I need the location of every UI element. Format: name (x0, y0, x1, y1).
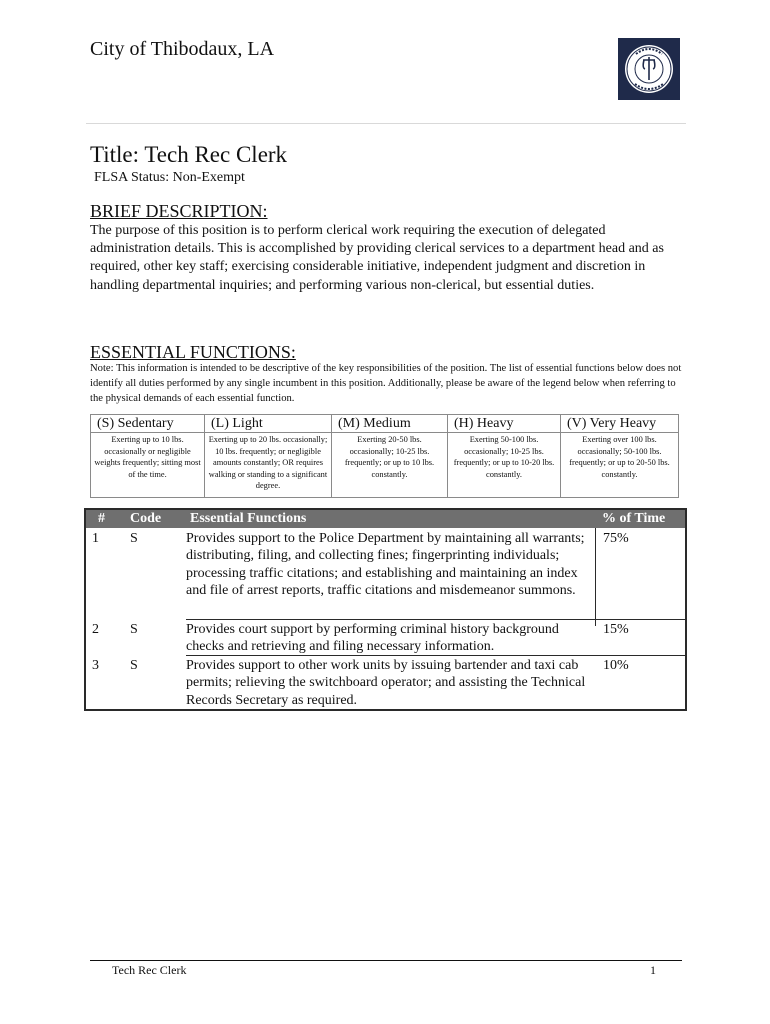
function-text: Provides court support by performing criminal history background checks and retrieving and filing necessary information. (186, 622, 559, 655)
city-seal-icon (618, 38, 680, 100)
brief-description-text: The purpose of this position is to perform clerical work requiring the execution of delegated administration details. This is accomplished by providing clerical services to a department head and as required, other key staff; exercising considerable initiative, independent judgment and discretion in handling departmental inquiries; and performing various non-clerical, but essential duties. (90, 223, 664, 293)
legend-labels-row (91, 415, 679, 433)
header-percent-time: % of Time (602, 511, 666, 526)
functions-header-row (86, 510, 685, 528)
header-number: # (98, 511, 105, 526)
function-number: 3 (92, 658, 99, 673)
essential-functions-note: Note: This information is intended to be descriptive of the key responsibilities of the position. The list of essential functions below does not identify all duties performed by any single incumbent in this position. Additionally, please be aware of the legend below when referring to the physical demands of each essential function. (90, 363, 682, 404)
function-code: S (130, 658, 138, 673)
header-code: Code (130, 511, 162, 526)
legend-label-heavy: (H) Heavy (448, 415, 561, 433)
essential-functions-table (84, 508, 687, 711)
essential-functions-heading: ESSENTIAL FUNCTIONS: (90, 342, 296, 362)
footer-document-name: Tech Rec Clerk (112, 963, 187, 977)
job-title: Title: Tech Rec Clerk (90, 142, 288, 167)
legend-desc-very-heavy: Exerting over 100 lbs. occasionally; 50-100 lbs. frequently; or up to 20-50 lbs. constantly. (561, 433, 679, 498)
function-percent: 75% (603, 531, 629, 546)
function-code: S (130, 531, 138, 546)
legend-label-sedentary: (S) Sedentary (91, 415, 205, 433)
legend-descriptions-row (91, 433, 679, 498)
legend-label-light: (L) Light (205, 415, 332, 433)
column-divider (595, 528, 596, 626)
page-number: 1 (650, 963, 656, 977)
legend-desc-medium: Exerting 20-50 lbs. occasionally; 10-25 lbs. frequently; or up to 10 lbs. constantly. (332, 433, 448, 498)
legend-desc-light: Exerting up to 20 lbs. occasionally; 10 lbs. frequently; or negligible amounts constantly; OR requires walking or standing to a significant degree. (205, 433, 332, 498)
row-divider (186, 619, 685, 620)
legend-desc-sedentary: Exerting up to 10 lbs. occasionally or negligible weights frequently; sitting most of the time. (91, 433, 205, 498)
legend-label-very-heavy: (V) Very Heavy (561, 415, 679, 433)
function-percent: 15% (603, 622, 629, 637)
footer-divider (90, 960, 682, 961)
city-name: City of Thibodaux, LA (90, 38, 275, 60)
brief-description-heading: BRIEF DESCRIPTION: (90, 201, 268, 221)
legend-desc-heavy: Exerting 50-100 lbs. occasionally; 10-25 lbs. frequently; or up to 10-20 lbs. constantly. (448, 433, 561, 498)
function-number: 2 (92, 622, 99, 637)
function-code: S (130, 622, 138, 637)
header-divider (86, 123, 686, 124)
function-text: Provides support to the Police Department by maintaining all warrants; distributing, filing, and collecting fines; fingerprinting individuals; processing traffic citations; and establishing and maintaining an index and file of arrest reports, traffic citations and misdemeanor summons. (186, 531, 585, 599)
physical-demands-legend (90, 414, 679, 498)
function-number: 1 (92, 531, 99, 546)
row-divider (186, 655, 685, 656)
flsa-status: FLSA Status: Non-Exempt (94, 170, 245, 185)
function-text: Provides support to other work units by issuing bartender and taxi cab permits; relieving the switchboard operator; and assisting the Technical Records Secretary as required. (186, 658, 586, 708)
header-essential-functions: Essential Functions (190, 511, 307, 526)
function-percent: 10% (603, 658, 629, 673)
legend-label-medium: (M) Medium (332, 415, 448, 433)
